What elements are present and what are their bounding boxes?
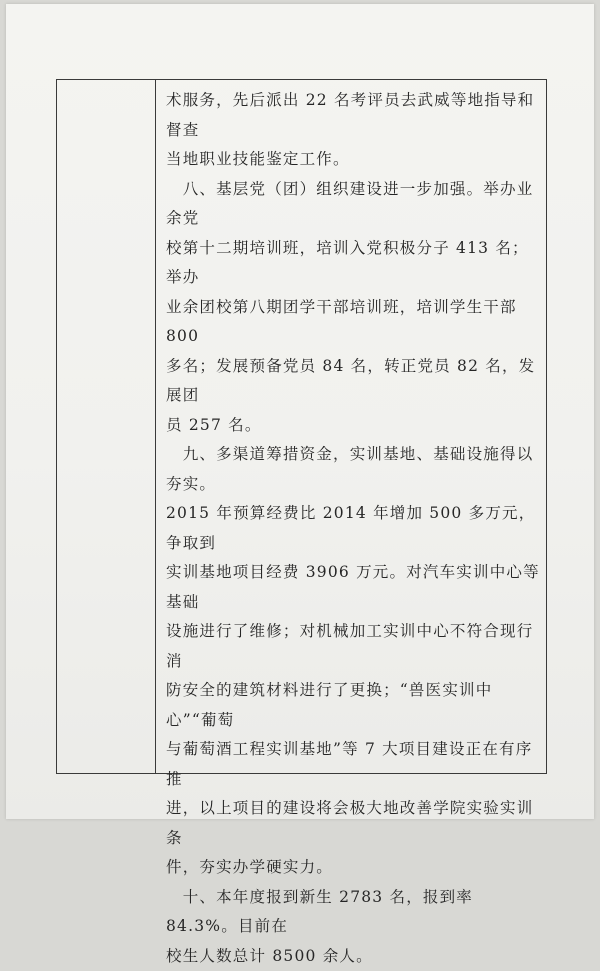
label-column: [57, 80, 156, 773]
content-column: [166, 86, 542, 766]
document-page: [6, 4, 594, 819]
paragraph-eight-party-building: 八、基层党（团）组织建设进一步加强。举办业余党 校第十二期培训班，培训入党积极分子 413 名；举办 业余团校第八期团学干部培训班，培训学生干部 800 多名；发展预备党员 84 名，转正党员 82 名，发展团 员 257 名。: [166, 175, 542, 441]
paragraph-continuation: 术服务，先后派出 22 名考评员去武威等地指导和督查 当地职业技能鉴定工作。: [166, 86, 542, 175]
paragraph-ten-enrollment: 十、本年度报到新生 2783 名，报到率 84.3%。目前在 校生人数总计 8500 余人。: [166, 883, 542, 971]
form-table: [56, 79, 547, 774]
paragraph-nine-funding-facilities: 九、多渠道筹措资金，实训基地、基础设施得以夯实。 2015 年预算经费比 2014 年增加 500 多万元，争取到 实训基地项目经费 3906 万元。对汽车实训中心等基础 设施进行了维修；对机械加工实训中心不符合现行消 防安全的建筑材料进行了更换；“兽医实训中心”“葡萄 与葡萄酒工程实训基地”等 7 大项目建设正在有序推 进，以上项目的建设将会极大地改善学院实验实训条 件，夯实办学硬实力。: [166, 440, 542, 883]
